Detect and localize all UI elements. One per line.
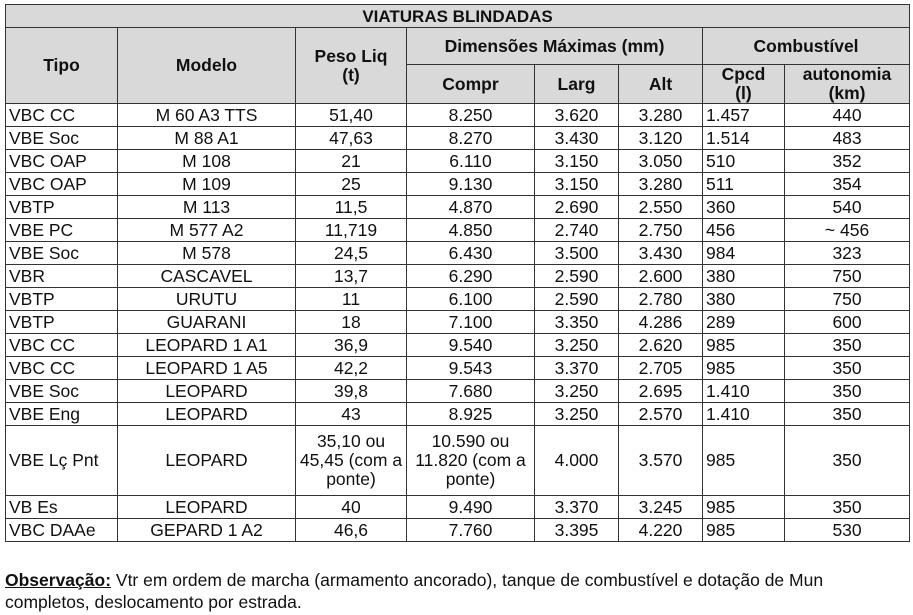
cell-tipo: VBE Soc — [6, 127, 118, 150]
cell-autonomia: 600 — [785, 311, 910, 334]
cell-alt: 4.220 — [619, 519, 703, 542]
cell-alt: 2.750 — [619, 219, 703, 242]
cell-modelo: CASCAVEL — [118, 265, 296, 288]
cell-modelo: M 88 A1 — [118, 127, 296, 150]
cell-compr: 6.110 — [407, 150, 535, 173]
cell-peso: 21 — [296, 150, 407, 173]
cell-compr: 4.850 — [407, 219, 535, 242]
cell-larg: 3.350 — [535, 311, 619, 334]
cell-compr: 9.540 — [407, 334, 535, 357]
cell-alt: 2.695 — [619, 380, 703, 403]
cell-compr: 9.543 — [407, 357, 535, 380]
cell-tipo: VBR — [6, 265, 118, 288]
cell-autonomia: ~ 456 — [785, 219, 910, 242]
cell-autonomia: 440 — [785, 104, 910, 127]
cell-peso: 11 — [296, 288, 407, 311]
cell-cpcd: 985 — [703, 519, 785, 542]
cell-modelo: LEOPARD — [118, 380, 296, 403]
cell-alt: 3.280 — [619, 173, 703, 196]
cell-compr: 7.760 — [407, 519, 535, 542]
cell-cpcd: 985 — [703, 334, 785, 357]
table-row — [6, 127, 910, 150]
cell-larg: 2.590 — [535, 288, 619, 311]
cell-larg: 3.250 — [535, 403, 619, 426]
observation-text: Vtr em ordem de marcha (armamento ancorado), tanque de combustível e dotação de Mun completos, deslocamento por estrada. — [5, 570, 824, 612]
header-compr: Compr — [407, 65, 535, 104]
cell-modelo: LEOPARD — [118, 496, 296, 519]
cell-compr: 6.290 — [407, 265, 535, 288]
cell-modelo: LEOPARD — [118, 426, 296, 496]
cell-modelo: M 60 A3 TTS — [118, 104, 296, 127]
vehicle-table-container — [5, 4, 909, 542]
table-row — [6, 242, 910, 265]
cell-modelo: M 109 — [118, 173, 296, 196]
cell-modelo: URUTU — [118, 288, 296, 311]
cell-peso: 40 — [296, 496, 407, 519]
cell-autonomia: 352 — [785, 150, 910, 173]
cell-modelo: GUARANI — [118, 311, 296, 334]
cell-peso: 39,8 — [296, 380, 407, 403]
cell-larg: 3.250 — [535, 334, 619, 357]
header-peso — [296, 28, 407, 104]
cell-larg: 3.150 — [535, 150, 619, 173]
cell-tipo: VBC OAP — [6, 173, 118, 196]
table-row — [6, 426, 910, 496]
cell-cpcd: 456 — [703, 219, 785, 242]
cell-alt: 2.620 — [619, 334, 703, 357]
cell-cpcd: 1.514 — [703, 127, 785, 150]
cell-alt: 2.705 — [619, 357, 703, 380]
cell-peso: 25 — [296, 173, 407, 196]
table-row — [6, 334, 910, 357]
cell-autonomia: 540 — [785, 196, 910, 219]
cell-compr: 4.870 — [407, 196, 535, 219]
cell-autonomia: 350 — [785, 496, 910, 519]
cell-peso: 11,5 — [296, 196, 407, 219]
cell-cpcd: 985 — [703, 496, 785, 519]
cell-autonomia: 323 — [785, 242, 910, 265]
cell-tipo: VBTP — [6, 196, 118, 219]
cell-alt: 3.245 — [619, 496, 703, 519]
cell-autonomia: 350 — [785, 357, 910, 380]
cell-larg: 2.740 — [535, 219, 619, 242]
table-row — [6, 265, 910, 288]
cell-larg: 3.370 — [535, 357, 619, 380]
cell-peso: 35,10 ou 45,45 (com a ponte) — [296, 426, 407, 496]
cell-alt: 3.050 — [619, 150, 703, 173]
cell-cpcd: 380 — [703, 288, 785, 311]
cell-autonomia: 350 — [785, 380, 910, 403]
cell-alt: 3.280 — [619, 104, 703, 127]
cell-peso: 51,40 — [296, 104, 407, 127]
cell-autonomia: 530 — [785, 519, 910, 542]
cell-larg: 3.500 — [535, 242, 619, 265]
header-cpcd-line1: Cpcd — [721, 64, 766, 84]
table-row — [6, 288, 910, 311]
table-row — [6, 173, 910, 196]
cell-modelo: GEPARD 1 A2 — [118, 519, 296, 542]
cell-autonomia: 354 — [785, 173, 910, 196]
table-row — [6, 496, 910, 519]
table-row — [6, 150, 910, 173]
cell-cpcd: 380 — [703, 265, 785, 288]
table-row — [6, 380, 910, 403]
header-peso-line1: Peso Liq — [314, 45, 388, 66]
cell-cpcd: 510 — [703, 150, 785, 173]
cell-cpcd: 1.457 — [703, 104, 785, 127]
cell-peso: 11,719 — [296, 219, 407, 242]
cell-modelo: M 113 — [118, 196, 296, 219]
cell-autonomia: 350 — [785, 403, 910, 426]
cell-tipo: VBC CC — [6, 104, 118, 127]
cell-alt: 2.570 — [619, 403, 703, 426]
cell-compr: 8.250 — [407, 104, 535, 127]
cell-larg: 3.250 — [535, 380, 619, 403]
table-row — [6, 104, 910, 127]
cell-cpcd: 985 — [703, 357, 785, 380]
table-body — [6, 104, 910, 542]
cell-modelo: LEOPARD — [118, 403, 296, 426]
cell-modelo: LEOPARD 1 A1 — [118, 334, 296, 357]
cell-larg: 2.590 — [535, 265, 619, 288]
cell-tipo: VBE Eng — [6, 403, 118, 426]
cell-compr: 9.490 — [407, 496, 535, 519]
cell-larg: 3.370 — [535, 496, 619, 519]
header-autonomia — [785, 65, 910, 104]
cell-modelo: M 108 — [118, 150, 296, 173]
table-row — [6, 357, 910, 380]
cell-alt: 3.120 — [619, 127, 703, 150]
cell-cpcd: 1.410 — [703, 380, 785, 403]
cell-tipo: VBTP — [6, 288, 118, 311]
header-cpcd — [703, 65, 785, 104]
cell-compr: 7.100 — [407, 311, 535, 334]
table-row — [6, 196, 910, 219]
header-larg: Larg — [535, 65, 619, 104]
header-tipo: Tipo — [6, 28, 118, 104]
cell-alt: 2.550 — [619, 196, 703, 219]
cell-peso: 46,6 — [296, 519, 407, 542]
cell-tipo: VBE Soc — [6, 380, 118, 403]
cell-larg: 3.395 — [535, 519, 619, 542]
header-dimensoes: Dimensões Máximas (mm) — [407, 28, 703, 65]
cell-cpcd: 511 — [703, 173, 785, 196]
cell-tipo: VBE Lç Pnt — [6, 426, 118, 496]
cell-autonomia: 483 — [785, 127, 910, 150]
cell-modelo: M 578 — [118, 242, 296, 265]
cell-cpcd: 289 — [703, 311, 785, 334]
cell-autonomia: 750 — [785, 265, 910, 288]
cell-alt: 2.780 — [619, 288, 703, 311]
cell-compr: 7.680 — [407, 380, 535, 403]
cell-autonomia: 750 — [785, 288, 910, 311]
cell-alt: 3.570 — [619, 426, 703, 496]
cell-peso: 13,7 — [296, 265, 407, 288]
cell-autonomia: 350 — [785, 426, 910, 496]
table-row — [6, 403, 910, 426]
cell-compr: 6.100 — [407, 288, 535, 311]
cell-larg: 3.620 — [535, 104, 619, 127]
cell-compr: 8.270 — [407, 127, 535, 150]
header-autonomia-line1: autonomia — [802, 64, 892, 84]
table-row — [6, 311, 910, 334]
cell-larg: 2.690 — [535, 196, 619, 219]
cell-alt: 2.600 — [619, 265, 703, 288]
cell-alt: 3.430 — [619, 242, 703, 265]
cell-tipo: VBC CC — [6, 334, 118, 357]
cell-peso: 36,9 — [296, 334, 407, 357]
header-alt: Alt — [619, 65, 703, 104]
cell-peso: 18 — [296, 311, 407, 334]
cell-tipo: VBE PC — [6, 219, 118, 242]
cell-alt: 4.286 — [619, 311, 703, 334]
cell-cpcd: 985 — [703, 426, 785, 496]
cell-cpcd: 360 — [703, 196, 785, 219]
cell-larg: 4.000 — [535, 426, 619, 496]
cell-larg: 3.150 — [535, 173, 619, 196]
cell-compr: 8.925 — [407, 403, 535, 426]
observation-note — [5, 569, 909, 613]
cell-modelo: LEOPARD 1 A5 — [118, 357, 296, 380]
cell-compr: 6.430 — [407, 242, 535, 265]
cell-tipo: VBC CC — [6, 357, 118, 380]
observation-label: Observação: — [5, 570, 112, 590]
header-autonomia-line2: (km) — [828, 83, 866, 103]
cell-tipo: VB Es — [6, 496, 118, 519]
cell-compr: 10.590 ou 11.820 (com a ponte) — [407, 426, 535, 496]
header-combustivel: Combustível — [703, 28, 910, 65]
table-title: VIATURAS BLINDADAS — [6, 5, 910, 28]
cell-peso: 42,2 — [296, 357, 407, 380]
cell-tipo: VBC OAP — [6, 150, 118, 173]
header-cpcd-line2: (l) — [735, 83, 752, 103]
armored-vehicles-table — [5, 4, 910, 542]
cell-tipo: VBE Soc — [6, 242, 118, 265]
header-peso-line2: (t) — [342, 64, 360, 85]
cell-autonomia: 350 — [785, 334, 910, 357]
cell-larg: 3.430 — [535, 127, 619, 150]
cell-tipo: VBC DAAe — [6, 519, 118, 542]
table-row — [6, 219, 910, 242]
cell-peso: 24,5 — [296, 242, 407, 265]
cell-peso: 43 — [296, 403, 407, 426]
table-row — [6, 519, 910, 542]
cell-compr: 9.130 — [407, 173, 535, 196]
cell-modelo: M 577 A2 — [118, 219, 296, 242]
cell-cpcd: 984 — [703, 242, 785, 265]
header-modelo: Modelo — [118, 28, 296, 104]
cell-peso: 47,63 — [296, 127, 407, 150]
cell-tipo: VBTP — [6, 311, 118, 334]
cell-cpcd: 1.410 — [703, 403, 785, 426]
